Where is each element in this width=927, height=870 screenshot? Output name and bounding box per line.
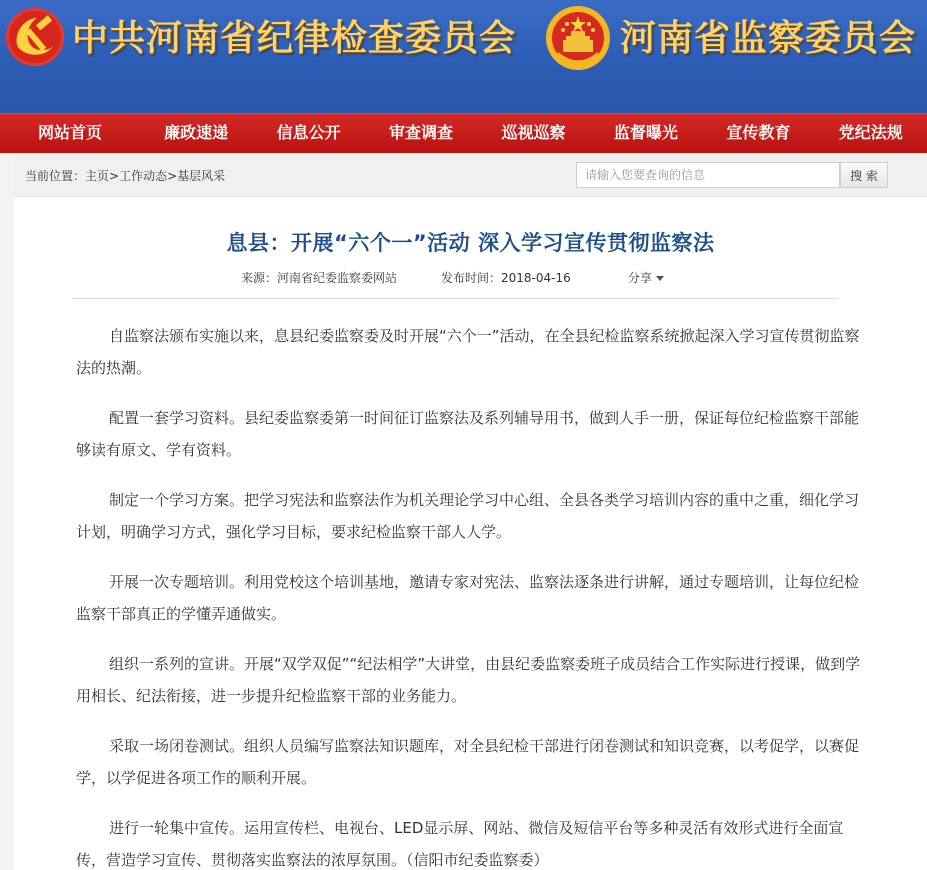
site-title-right: 河南省监察委员会: [620, 17, 917, 59]
party-emblem-icon: [4, 6, 66, 68]
article-paragraph: 配置一套学习资料。县纪委监察委第一时间征订监察法及系列辅导用书，做到人手一册，保证每位纪检监察干部能够读有原文、学有资料。: [76, 409, 860, 459]
article-paragraph: 进行一轮集中宣传。运用宣传栏、电视台、LED显示屏、网站、微信及短信平台等多种灵活有效形式进行全面宣传，营造学习宣传、贯彻落实监察法的浓厚氛围。（信阳市纪委监察委）: [76, 819, 844, 869]
nav-item-home[interactable]: 网站首页: [37, 123, 102, 142]
article-paragraph: 采取一场闭卷测试。组织人员编写监察法知识题库，对全县纪检干部进行闭卷测试和知识竞赛，以考促学，以赛促学，以学促进各项工作的顺利开展。: [76, 737, 860, 787]
content-frame: [14, 153, 927, 870]
site-title-left: 中共河南省纪律检查委员会: [72, 17, 517, 59]
breadcrumb: [25, 167, 225, 184]
nav-item-inspection[interactable]: 巡视巡察: [501, 123, 566, 142]
nav-item-news[interactable]: 廉政速递: [164, 123, 229, 142]
nav-item-investigation[interactable]: 审查调查: [389, 123, 454, 142]
nav-item-education[interactable]: 宣传教育: [726, 123, 791, 142]
main-nav: [0, 113, 927, 153]
breadcrumb-separator: >: [109, 169, 120, 183]
article-body: [76, 320, 866, 870]
article-paragraph: 制定一个学习方案。把学习宪法和监察法作为机关理论学习中心组、全县各类学习培训内容的重中之重，细化学习计划，明确学习方式，强化学习目标，要求纪检监察干部人人学。: [76, 491, 860, 541]
breadcrumb-home[interactable]: 主页: [85, 169, 110, 183]
search-button[interactable]: 搜 索: [840, 162, 888, 188]
breadcrumb-work-news[interactable]: 工作动态: [119, 169, 168, 183]
article-paragraph: 自监察法颁布实施以来，息县纪委监察委及时开展“六个一”活动，在全县纪检监察系统掀起深入学习宣传贯彻监察法的热潮。: [76, 327, 860, 377]
share-dropdown[interactable]: [628, 269, 664, 286]
nav-item-info-disclosure[interactable]: 信息公开: [276, 123, 341, 142]
nav-item-exposure[interactable]: 监督曝光: [613, 123, 678, 142]
article-date: 发布时间：2018-04-16: [441, 271, 571, 285]
article-paragraph: 开展一次专题培训。利用党校这个培训基地，邀请专家对宪法、监察法逐条进行讲解，通过专题培训，让每位纪检监察干部真正的学懂弄通做实。: [76, 573, 860, 623]
title-divider: [72, 298, 838, 299]
nav-item-regulations[interactable]: 党纪法规: [838, 123, 903, 142]
article-paragraph: 组织一系列的宣讲。开展“双学双促”“纪法相学”大讲堂，由县纪委监察委班子成员结合工作实际进行授课，做到学用相长、纪法衔接，进一步提升纪检监察干部的业务能力。: [76, 655, 861, 705]
site-banner: [0, 0, 927, 113]
breadcrumb-grassroots[interactable]: 基层风采: [177, 169, 226, 183]
breadcrumb-bar: [14, 153, 927, 197]
breadcrumb-separator: >: [167, 169, 178, 183]
national-emblem-icon: [543, 2, 613, 74]
chevron-down-icon: [656, 276, 664, 281]
share-label: 分享: [628, 271, 653, 285]
search-input[interactable]: [576, 162, 840, 188]
article-source: 来源：河南省纪委监察委网站: [241, 271, 398, 285]
article-title: 息县：开展“六个一”活动 深入学习宣传贯彻监察法: [226, 231, 715, 255]
breadcrumb-prefix: 当前位置：: [25, 169, 86, 183]
